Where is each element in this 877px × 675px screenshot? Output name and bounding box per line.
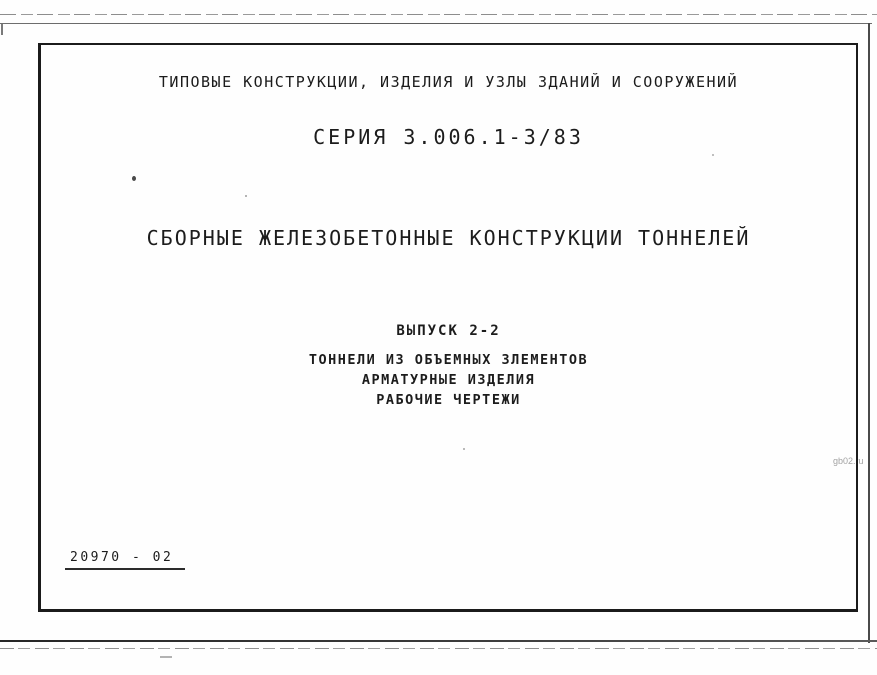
scan-speck — [160, 656, 172, 658]
sheet-edge-bottom-rough — [0, 648, 877, 649]
site-watermark: gb02.ru — [833, 456, 864, 466]
standard-header: ТИПОВЫЕ КОНСТРУКЦИИ, ИЗДЕЛИЯ И УЗЛЫ ЗДАНИЙ И СООРУЖЕНИЙ — [158, 73, 739, 91]
subtitle-line: РАБОЧИЕ ЧЕРТЕЖИ — [376, 392, 521, 408]
subtitle-line: АРМАТУРНЫЕ ИЗДЕЛИЯ — [361, 372, 536, 388]
sheet-edge-right — [868, 23, 870, 643]
sheet-edge-top — [0, 23, 872, 24]
subtitle-line: ТОННЕЛИ ИЗ ОБЪЕМНЫХ ЗЛЕМЕНТОВ — [308, 352, 589, 368]
document-number: 20970 - 02 — [65, 550, 185, 570]
sheet-edge-left-tick — [1, 24, 3, 35]
drawing-frame — [38, 43, 858, 612]
document-title: СБОРНЫЕ ЖЕЛЕЗОБЕТОННЫЕ КОНСТРУКЦИИ ТОННЕЛЕЙ — [146, 226, 751, 250]
series-title: СЕРИЯ 3.006.1-3/83 — [313, 125, 584, 149]
sheet-edge-top-rough — [0, 14, 877, 15]
issue-label: ВЫПУСК 2-2 — [396, 323, 501, 339]
sheet-edge-bottom — [0, 640, 877, 642]
